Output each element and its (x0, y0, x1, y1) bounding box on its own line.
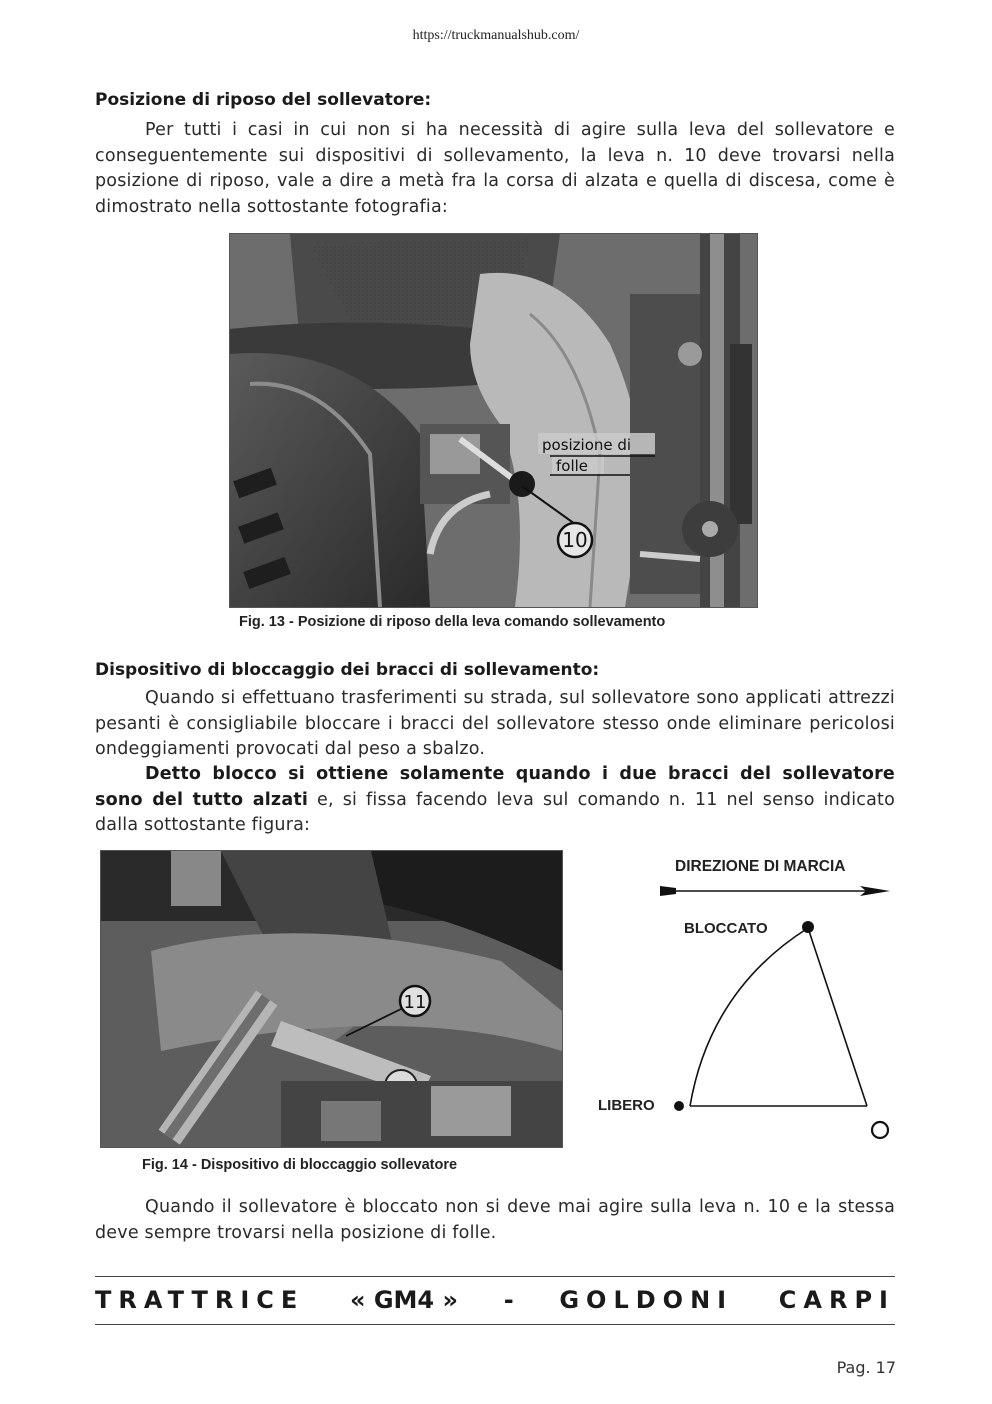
footer-brand-carpi: CARPI (778, 1286, 895, 1314)
locked-position-dot (802, 921, 814, 933)
free-position-dot (674, 1101, 684, 1111)
figure-13-photo (229, 233, 758, 608)
paragraph-text: e, si fissa facendo leva sul comando n. 11 nel senso indicato dalla sottostante figura: (95, 789, 895, 835)
footer-dash: - (503, 1286, 514, 1314)
figure-13-caption: Fig. 13 - Posizione di riposo della leva comando sollevamento (239, 614, 666, 630)
figure-14-callout: 11 (403, 992, 427, 1013)
paragraph-locked-warning (95, 1195, 895, 1246)
free-label: LIBERO (598, 1097, 655, 1114)
tractor-lift-photo-image (101, 851, 562, 1147)
paragraph-locking-device-1 (95, 686, 895, 763)
paragraph-text: Per tutti i casi in cui non si ha necessità di agire sulla leva del sollevatore e conseguentemente sui dispositivi di sollevamento, la leva n. 10 deve trovarsi nella posizione di riposo, vale a dire a metà fra la corsa di alzata e quella di discesa, come è dimostrato nella sottostante fotografia: (95, 120, 895, 217)
paragraph-bold-text: Detto blocco si ottiene solamente quando i due bracci del sollevatore sono del tutto alzati (95, 764, 895, 810)
figure-13-label-line1: posizione di (542, 436, 632, 454)
page-number: Pag. 17 (836, 1358, 896, 1377)
arrow-tail-icon (660, 886, 676, 896)
paragraph-rest-position (95, 118, 895, 220)
paragraph-text: Quando il sollevatore è bloccato non si deve mai agire sulla leva n. 10 e la stessa deve sempre trovarsi nella posizione di folle. (95, 1197, 895, 1243)
locked-label: BLOCCATO (684, 920, 768, 937)
header-url[interactable]: https://truckmanualshub.com/ (412, 28, 580, 43)
footer-title (95, 1286, 895, 1314)
figure-13-label-line2: folle (556, 457, 589, 475)
footer-model: « GM4 » (349, 1286, 458, 1314)
figure-13-callout: 10 (562, 528, 588, 552)
footer-brand-goldoni: GOLDONI (559, 1286, 734, 1314)
section-heading-locking-device: Dispositivo di bloccaggio dei bracci di sollevamento: (95, 660, 600, 680)
footer-tractor: TRATTRICE (95, 1286, 305, 1314)
lever-position-diagram (590, 850, 900, 1150)
lever-pivot-icon (872, 1122, 888, 1138)
paragraph-text: Quando si effettuano trasferimenti su strada, sul sollevatore sono applicati attrezzi pesanti è consigliabile bloccare i bracci del sollevatore stesso onde eliminare pericolosi ondeggiamenti provocati dal peso a sbalzo. (95, 688, 895, 759)
paragraph-locking-device-2 (95, 762, 895, 839)
tractor-seat-photo-image (230, 234, 757, 607)
direction-label: DIREZIONE DI MARCIA (675, 858, 846, 875)
footer-bottom-rule (95, 1324, 895, 1325)
figure-14-caption: Fig. 14 - Dispositivo di bloccaggio sollevatore (142, 1157, 458, 1173)
figure-14-photo (100, 850, 563, 1148)
footer-top-rule (95, 1276, 895, 1277)
section-heading-rest-position: Posizione di riposo del sollevatore: (95, 90, 432, 110)
